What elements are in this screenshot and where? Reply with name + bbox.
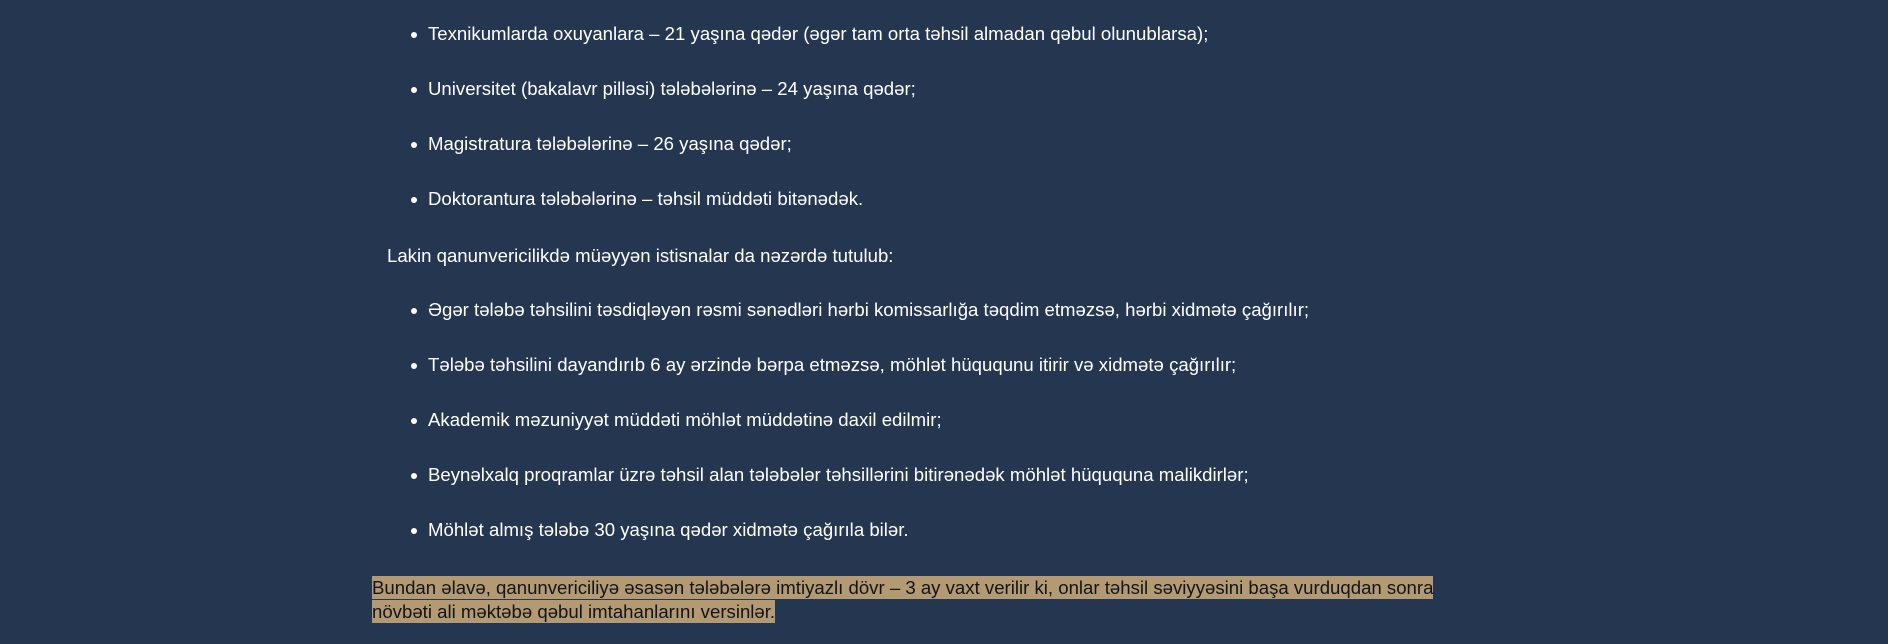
list-item xyxy=(370,463,1309,487)
list-item-text: Əgər tələbə təhsilini təsdiqləyən rəsmi sənədləri hərbi komissarlığa təqdim etməzsə, hərbi xidmətə çağırılır; xyxy=(428,299,1310,320)
list-item xyxy=(370,353,1309,377)
list-item xyxy=(370,187,1208,211)
exceptions-intro-paragraph: Lakin qanunvericilikdə müəyyən istisnalar da nəzərdə tutulub: xyxy=(387,245,894,266)
list-item-text: Universitet (bakalavr pilləsi) tələbələrinə – 24 yaşına qədər; xyxy=(428,78,916,99)
list-item-text: Magistratura tələbələrinə – 26 yaşına qədər; xyxy=(428,133,792,154)
list-item xyxy=(370,518,1309,542)
list-item xyxy=(370,408,1309,432)
list-item-text: Tələbə təhsilini dayandırıb 6 ay ərzində bərpa etməzsə, möhlət hüququnu itirir və xidmətə çağırılır; xyxy=(428,354,1237,375)
bullet-dot-icon xyxy=(411,32,417,38)
bullet-dot-icon xyxy=(411,308,417,314)
bullet-dot-icon xyxy=(411,418,417,424)
list-item xyxy=(370,298,1309,322)
list-item xyxy=(370,132,1208,156)
list-item xyxy=(370,22,1208,46)
list-item xyxy=(370,77,1208,101)
deferral-age-list xyxy=(370,22,1208,242)
highlighted-closing-paragraph[interactable] xyxy=(372,576,1482,624)
exceptions-list xyxy=(370,298,1309,573)
bullet-dot-icon xyxy=(411,142,417,148)
bullet-dot-icon xyxy=(411,87,417,93)
bullet-dot-icon xyxy=(411,197,417,203)
list-item-text: Akademik məzuniyyət müddəti möhlət müddətinə daxil edilmir; xyxy=(428,409,942,430)
list-item-text: Beynəlxalq proqramlar üzrə təhsil alan tələbələr təhsillərini bitirənədək möhlət hüququna malikdirlər; xyxy=(428,464,1249,485)
list-item-text: Texnikumlarda oxuyanlara – 21 yaşına qədər (əgər tam orta təhsil almadan qəbul olunublarsa); xyxy=(428,23,1209,44)
list-item-text: Doktorantura tələbələrinə – təhsil müddəti bitənədək. xyxy=(428,188,864,209)
bullet-dot-icon xyxy=(411,363,417,369)
list-item-text: Möhlət almış tələbə 30 yaşına qədər xidmətə çağırıla bilər. xyxy=(428,519,909,540)
text-selection-highlight[interactable]: Bundan əlavə, qanunvericiliyə əsasən tələbələrə imtiyazlı dövr – 3 ay vaxt verilir ki, onlar təhsil səviyyəsini başa vurduqdan sonra növbəti ali məktəbə qəbul imtahanlarını versinlər. xyxy=(372,577,1434,622)
bullet-dot-icon xyxy=(411,473,417,479)
bullet-dot-icon xyxy=(411,528,417,534)
